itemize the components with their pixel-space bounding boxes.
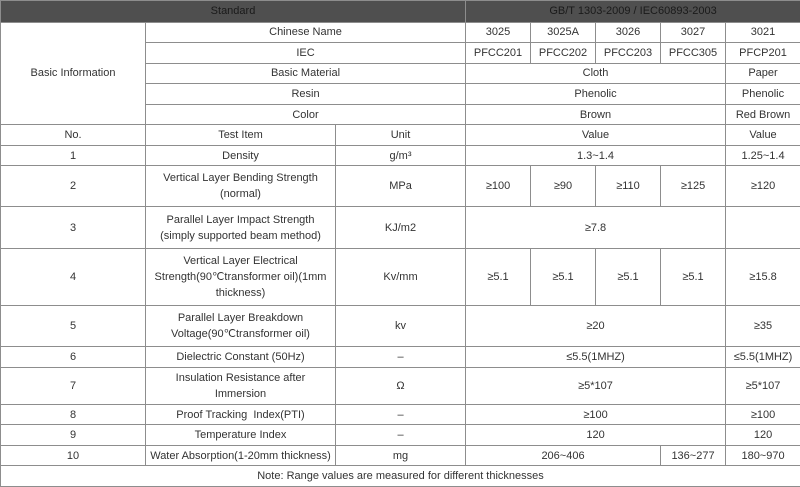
- test-item-line: Vertical Layer Electrical: [183, 254, 298, 267]
- standard-value: GB/T 1303-2009 / IEC60893-2003: [466, 1, 800, 23]
- row-no: 10: [1, 445, 146, 466]
- row-test-item: [146, 425, 336, 446]
- note-row: [1, 466, 800, 487]
- chinese-name-value: 3026: [596, 22, 661, 43]
- chinese-name-value: 3025: [466, 22, 531, 43]
- row-value: ≥20: [466, 306, 726, 347]
- row-test-item: [146, 347, 336, 368]
- test-item-line: Temperature Index: [194, 429, 287, 442]
- row-value: ≥5.1: [531, 248, 596, 306]
- iec-value: PFCC202: [531, 43, 596, 64]
- test-item-line: Voltage(90℃transformer oil): [171, 328, 310, 341]
- col-no-header: No.: [1, 125, 146, 146]
- test-item-line: thickness): [215, 286, 266, 299]
- row-unit: g/m³: [336, 145, 466, 166]
- chinese-name-value: 3021: [726, 22, 800, 43]
- row-no: 6: [1, 347, 146, 368]
- resin-value-2: Phenolic: [726, 84, 800, 105]
- table-row: [1, 207, 800, 248]
- row-value-2: 180~970: [726, 445, 800, 466]
- row-test-item: [146, 166, 336, 207]
- row-test-item: [146, 207, 336, 248]
- chinese-name-label: Chinese Name: [146, 22, 466, 43]
- row-value: ≥100: [466, 166, 531, 207]
- table-row: [1, 166, 800, 207]
- row-value: ≥100: [466, 404, 726, 425]
- row-no: 1: [1, 145, 146, 166]
- row-unit: kv: [336, 306, 466, 347]
- row-unit: MPa: [336, 166, 466, 207]
- row-value-2: ≥5*107: [726, 367, 800, 404]
- table-row: [1, 404, 800, 425]
- color-value-2: Red Brown: [726, 104, 800, 125]
- row-unit: Kv/mm: [336, 248, 466, 306]
- test-item-line: (simply supported beam method): [160, 229, 321, 242]
- basic-information-label: Basic Information: [1, 22, 146, 125]
- iec-value: PFCC203: [596, 43, 661, 64]
- row-test-item: [146, 248, 336, 306]
- row-value: ≥5.1: [466, 248, 531, 306]
- iec-value: PFCC201: [466, 43, 531, 64]
- iec-label: IEC: [146, 43, 466, 64]
- row-unit: –: [336, 404, 466, 425]
- row-value-2: 120: [726, 425, 800, 446]
- test-item-line: Parallel Layer Impact Strength: [166, 213, 315, 226]
- standard-label: Standard: [1, 1, 466, 23]
- col-test-item-header: Test Item: [146, 125, 336, 146]
- row-value-2: ≥15.8: [726, 248, 800, 306]
- basic-material-value: Cloth: [466, 63, 726, 84]
- basic-material-label: Basic Material: [146, 63, 466, 84]
- resin-label: Resin: [146, 84, 466, 105]
- row-value: ≤5.5(1MHZ): [466, 347, 726, 368]
- color-value: Brown: [466, 104, 726, 125]
- row-test-item: [146, 404, 336, 425]
- col-unit-header: Unit: [336, 125, 466, 146]
- test-item-line: Dielectric Constant (50Hz): [176, 350, 305, 363]
- row-value: ≥90: [531, 166, 596, 207]
- row-unit: KJ/m2: [336, 207, 466, 248]
- iec-value: PFCC305: [661, 43, 726, 64]
- row-test-item: [146, 145, 336, 166]
- test-item-line: Strength(90℃transformer oil)(1mm: [154, 270, 327, 283]
- basic-material-value-2: Paper: [726, 63, 800, 84]
- row-unit: –: [336, 425, 466, 446]
- table-row: [1, 367, 800, 404]
- row-value-2: ≤5.5(1MHZ): [726, 347, 800, 368]
- row-unit: –: [336, 347, 466, 368]
- test-item-line: Insulation Resistance after: [175, 371, 306, 384]
- test-item-line: Immersion: [214, 387, 267, 400]
- test-item-line: Proof Tracking Index(PTI): [176, 408, 305, 421]
- table-row: [1, 425, 800, 446]
- row-value-2: [726, 207, 800, 248]
- resin-value: Phenolic: [466, 84, 726, 105]
- row-value: 136~277: [661, 445, 726, 466]
- row-value: ≥5*107: [466, 367, 726, 404]
- row-value-2: ≥100: [726, 404, 800, 425]
- row-unit: mg: [336, 445, 466, 466]
- chinese-name-row: [1, 22, 800, 43]
- table-row: [1, 248, 800, 306]
- row-value: ≥110: [596, 166, 661, 207]
- header-row: [1, 1, 800, 23]
- iec-value: PFCP201: [726, 43, 800, 64]
- row-no: 5: [1, 306, 146, 347]
- footnote: Note: Range values are measured for different thicknesses: [1, 466, 800, 487]
- row-no: 3: [1, 207, 146, 248]
- row-test-item: [146, 306, 336, 347]
- test-item-line: (normal): [220, 188, 261, 201]
- table-row: [1, 445, 800, 466]
- row-unit: Ω: [336, 367, 466, 404]
- row-value: ≥125: [661, 166, 726, 207]
- test-item-line: Vertical Layer Bending Strength: [163, 172, 318, 185]
- row-test-item: [146, 367, 336, 404]
- row-value: ≥7.8: [466, 207, 726, 248]
- row-value: 120: [466, 425, 726, 446]
- row-value: ≥5.1: [596, 248, 661, 306]
- row-no: 9: [1, 425, 146, 446]
- chinese-name-value: 3027: [661, 22, 726, 43]
- row-no: 7: [1, 367, 146, 404]
- table-row: [1, 347, 800, 368]
- table-row: [1, 145, 800, 166]
- row-value-2: ≥35: [726, 306, 800, 347]
- row-no: 2: [1, 166, 146, 207]
- row-no: 8: [1, 404, 146, 425]
- column-header-row: [1, 125, 800, 146]
- col-value-2-header: Value: [726, 125, 800, 146]
- chinese-name-value: 3025A: [531, 22, 596, 43]
- row-value: 206~406: [466, 445, 661, 466]
- row-value: ≥5.1: [661, 248, 726, 306]
- row-no: 4: [1, 248, 146, 306]
- row-value-2: ≥120: [726, 166, 800, 207]
- table-row: [1, 306, 800, 347]
- col-value-header: Value: [466, 125, 726, 146]
- row-test-item: [146, 445, 336, 466]
- test-item-line: Parallel Layer Breakdown: [177, 312, 304, 325]
- row-value-2: 1.25~1.4: [726, 145, 800, 166]
- test-item-line: Water Absorption(1-20mm thickness): [150, 449, 331, 462]
- color-label: Color: [146, 104, 466, 125]
- row-value: 1.3~1.4: [466, 145, 726, 166]
- test-item-line: Density: [222, 149, 259, 162]
